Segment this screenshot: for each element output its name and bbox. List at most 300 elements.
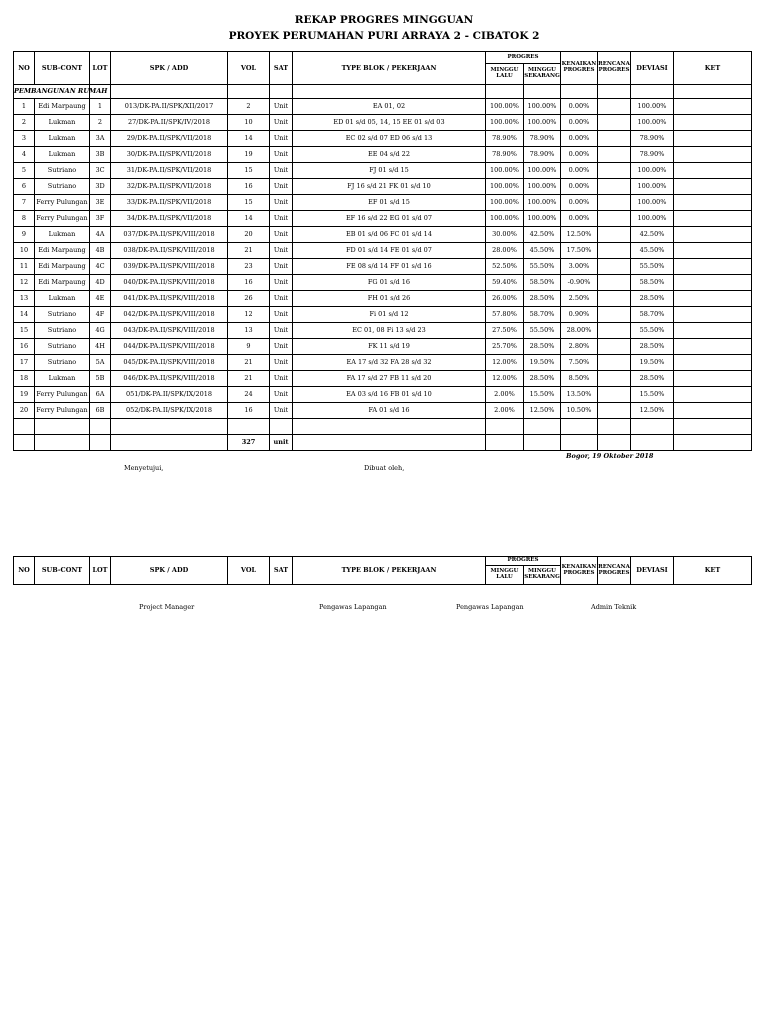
cell-rencana [598,323,631,339]
cell-rencana [598,131,631,147]
cell-minggu-lalu: 25.70% [486,339,524,355]
cell-subcont: Edi Marpaung [35,259,90,275]
cell-minggu-sekarang: 12.50% [524,403,561,419]
cell-type: EF 16 s/d 22 EG 01 s/d 07 [293,211,486,227]
cell-lot: 6A [90,387,111,403]
cell-kenaikan: 13.50% [561,387,598,403]
cell-spk: 34/DK-PA.II/SPK/VII/2018 [111,211,228,227]
table-row [14,99,752,115]
cell-vol: 21 [228,371,270,387]
cell-rencana [598,163,631,179]
cell-spk: 32/DK-PA.II/SPK/VII/2018 [111,179,228,195]
cell-ket [674,307,752,323]
cell-vol: 26 [228,291,270,307]
signatory-pengawas-lapangan-1: Pengawas Lapangan [319,603,387,611]
cell-spk: 31/DK-PA.II/SPK/VII/2018 [111,163,228,179]
header-deviasi: DEVIASI [631,557,674,585]
cell-spk: 038/DK-PA.II/SPK/VIII/2018 [111,243,228,259]
cell-minggu-sekarang: 45.50% [524,243,561,259]
cell-no: 9 [14,227,35,243]
cell-no: 16 [14,339,35,355]
header-spk: SPK / ADD [111,557,228,585]
cell-lot: 4G [90,323,111,339]
header-progres: PROGRES [486,557,561,566]
cell-rencana [598,371,631,387]
cell-type: FD 01 s/d 14 FE 01 s/d 07 [293,243,486,259]
cell-kenaikan: 28.00% [561,323,598,339]
cell-minggu-sekarang: 78.90% [524,147,561,163]
cell-type: FH 01 s/d 26 [293,291,486,307]
cell-vol: 13 [228,323,270,339]
cell-minggu-lalu: 100.00% [486,99,524,115]
cell-no: 20 [14,403,35,419]
cell-sat: Unit [270,291,293,307]
section-label: PEMBANGUNAN RUMAH [14,85,90,99]
date-line: Bogor, 19 Oktober 2018 [566,452,654,460]
cell-subcont: Sutriano [35,163,90,179]
table-row [14,259,752,275]
cell-lot: 1 [90,99,111,115]
cell-kenaikan: 2.50% [561,291,598,307]
cell-deviasi: 55.50% [631,323,674,339]
cell-spk: 041/DK-PA.II/SPK/VIII/2018 [111,291,228,307]
cell-spk: 013/DK-PA.II/SPK/XII/2017 [111,99,228,115]
cell-no: 18 [14,371,35,387]
cell-kenaikan: 7.50% [561,355,598,371]
cell-kenaikan: 10.50% [561,403,598,419]
cell-sat: Unit [270,387,293,403]
cell-ket [674,355,752,371]
cell-vol: 14 [228,211,270,227]
cell-deviasi: 100.00% [631,195,674,211]
cell-spk: 039/DK-PA.II/SPK/VIII/2018 [111,259,228,275]
table-row [14,307,752,323]
cell-minggu-sekarang: 100.00% [524,115,561,131]
cell-rencana [598,179,631,195]
cell-deviasi: 100.00% [631,211,674,227]
cell-subcont: Ferry Pulungan [35,387,90,403]
header-sat: SAT [270,557,293,585]
cell-vol: 12 [228,307,270,323]
cell-subcont: Sutriano [35,179,90,195]
header-type: TYPE BLOK / PEKERJAAN [293,52,486,85]
cell-vol: 15 [228,195,270,211]
cell-sat: Unit [270,115,293,131]
total-vol: 327 [228,435,270,451]
cell-deviasi: 55.50% [631,259,674,275]
cell-sat: Unit [270,227,293,243]
cell-kenaikan: 0.00% [561,179,598,195]
cell-sat: Unit [270,163,293,179]
cell-no: 15 [14,323,35,339]
cell-lot: 6B [90,403,111,419]
cell-sat: Unit [270,179,293,195]
cell-sat: Unit [270,195,293,211]
cell-kenaikan: 3.00% [561,259,598,275]
cell-lot: 4H [90,339,111,355]
cell-kenaikan: 0.00% [561,211,598,227]
cell-sat: Unit [270,323,293,339]
cell-ket [674,131,752,147]
cell-rencana [598,147,631,163]
cell-deviasi: 58.50% [631,275,674,291]
cell-subcont: Sutriano [35,355,90,371]
cell-spk: 042/DK-PA.II/SPK/VIII/2018 [111,307,228,323]
cell-no: 19 [14,387,35,403]
cell-sat: Unit [270,99,293,115]
cell-vol: 15 [228,163,270,179]
cell-rencana [598,339,631,355]
cell-no: 1 [14,99,35,115]
cell-type: EC 02 s/d 07 ED 06 s/d 13 [293,131,486,147]
cell-deviasi: 100.00% [631,163,674,179]
table-row [14,323,752,339]
cell-deviasi: 28.50% [631,339,674,355]
cell-ket [674,163,752,179]
cell-type: FA 01 s/d 16 [293,403,486,419]
cell-lot: 3B [90,147,111,163]
cell-rencana [598,243,631,259]
cell-sat: Unit [270,275,293,291]
cell-minggu-sekarang: 58.70% [524,307,561,323]
cell-deviasi: 15.50% [631,387,674,403]
cell-lot: 4A [90,227,111,243]
cell-minggu-lalu: 100.00% [486,163,524,179]
cell-no: 3 [14,131,35,147]
cell-type: EA 01, 02 [293,99,486,115]
cell-minggu-sekarang: 100.00% [524,195,561,211]
cell-ket [674,259,752,275]
cell-deviasi: 100.00% [631,115,674,131]
cell-minggu-sekarang: 28.50% [524,291,561,307]
cell-no: 17 [14,355,35,371]
cell-sat: Unit [270,211,293,227]
cell-minggu-sekarang: 28.50% [524,371,561,387]
cell-spk: 046/DK-PA.II/SPK/VIII/2018 [111,371,228,387]
cell-minggu-lalu: 100.00% [486,179,524,195]
cell-ket [674,387,752,403]
cell-rencana [598,291,631,307]
cell-minggu-lalu: 100.00% [486,211,524,227]
cell-vol: 16 [228,275,270,291]
cell-lot: 3F [90,211,111,227]
cell-spk: 037/DK-PA.II/SPK/VIII/2018 [111,227,228,243]
cell-minggu-lalu: 12.00% [486,371,524,387]
cell-vol: 21 [228,355,270,371]
header-rencana: RENCANA PROGRES [598,557,631,585]
cell-deviasi: 58.70% [631,307,674,323]
cell-kenaikan: 0.00% [561,99,598,115]
cell-minggu-lalu: 26.00% [486,291,524,307]
cell-sat: Unit [270,243,293,259]
cell-lot: 3A [90,131,111,147]
cell-kenaikan: 0.00% [561,131,598,147]
cell-rencana [598,355,631,371]
header-lot: LOT [90,52,111,85]
cell-ket [674,227,752,243]
cell-kenaikan: 2.80% [561,339,598,355]
header-rencana: RENCANA PROGRES [598,52,631,85]
header-deviasi: DEVIASI [631,52,674,85]
total-sat: unit [270,435,293,451]
cell-minggu-lalu: 2.00% [486,403,524,419]
cell-lot: 2 [90,115,111,131]
cell-sat: Unit [270,371,293,387]
cell-spk: 045/DK-PA.II/SPK/VIII/2018 [111,355,228,371]
table-row [14,115,752,131]
cell-type: EA 17 s/d 32 FA 28 s/d 32 [293,355,486,371]
cell-vol: 23 [228,259,270,275]
cell-type: FE 08 s/d 14 FF 01 s/d 16 [293,259,486,275]
signatory-admin-teknik: Admin Teknik [591,603,637,611]
cell-kenaikan: 0.90% [561,307,598,323]
cell-deviasi: 100.00% [631,179,674,195]
table-row [14,403,752,419]
cell-spk: 27/DK-PA.II/SPK/IV/2018 [111,115,228,131]
cell-subcont: Ferry Pulungan [35,195,90,211]
cell-minggu-sekarang: 28.50% [524,339,561,355]
cell-vol: 19 [228,147,270,163]
report-title: REKAP PROGRES MINGGUAN [294,14,474,26]
cell-deviasi: 78.90% [631,131,674,147]
cell-vol: 2 [228,99,270,115]
cell-ket [674,147,752,163]
cell-subcont: Lukman [35,227,90,243]
cell-no: 6 [14,179,35,195]
cell-minggu-lalu: 30.00% [486,227,524,243]
cell-rencana [598,227,631,243]
cell-minggu-lalu: 28.00% [486,243,524,259]
cell-minggu-lalu: 2.00% [486,387,524,403]
cell-no: 12 [14,275,35,291]
table-row [14,355,752,371]
cell-deviasi: 45.50% [631,243,674,259]
cell-sat: Unit [270,355,293,371]
header-minggu-sekarang: MINGGU SEKARANG [524,566,561,585]
table-row [14,211,752,227]
cell-no: 11 [14,259,35,275]
header-vol: VOL [228,52,270,85]
cell-minggu-lalu: 57.80% [486,307,524,323]
cell-minggu-lalu: 59.40% [486,275,524,291]
cell-deviasi: 42.50% [631,227,674,243]
cell-minggu-lalu: 52.50% [486,259,524,275]
header-no: NO [14,52,35,85]
cell-minggu-sekarang: 15.50% [524,387,561,403]
cell-ket [674,371,752,387]
cell-no: 13 [14,291,35,307]
signatory-project-manager: Project Manager [139,603,195,611]
cell-type: FJ 01 s/d 15 [293,163,486,179]
cell-subcont: Lukman [35,115,90,131]
header-minggu-lalu: MINGGU LALU [486,566,524,585]
cell-subcont: Edi Marpaung [35,243,90,259]
cell-minggu-lalu: 78.90% [486,131,524,147]
header-ket: KET [674,52,752,85]
cell-no: 7 [14,195,35,211]
cell-no: 5 [14,163,35,179]
header-spk: SPK / ADD [111,52,228,85]
cell-minggu-sekarang: 100.00% [524,211,561,227]
dibuat-oleh-label: Dibuat oleh, [364,464,405,472]
cell-type: ED 01 s/d 05, 14, 15 EE 01 s/d 03 [293,115,486,131]
signatory-pengawas-lapangan-2: Pengawas Lapangan [456,603,524,611]
cell-ket [674,291,752,307]
cell-deviasi: 100.00% [631,99,674,115]
cell-rencana [598,99,631,115]
cell-ket [674,179,752,195]
cell-ket [674,339,752,355]
cell-ket [674,275,752,291]
cell-minggu-lalu: 27.50% [486,323,524,339]
cell-subcont: Ferry Pulungan [35,211,90,227]
table-row [14,131,752,147]
header-no: NO [14,557,35,585]
cell-minggu-sekarang: 100.00% [524,179,561,195]
cell-rencana [598,259,631,275]
cell-lot: 4E [90,291,111,307]
cell-subcont: Lukman [35,147,90,163]
cell-type: FJ 16 s/d 21 FK 01 s/d 10 [293,179,486,195]
cell-minggu-sekarang: 55.50% [524,323,561,339]
cell-subcont: Lukman [35,291,90,307]
cell-type: EA 03 s/d 16 FB 01 s/d 10 [293,387,486,403]
cell-deviasi: 19.50% [631,355,674,371]
cell-vol: 14 [228,131,270,147]
table-row [14,227,752,243]
table-row [14,147,752,163]
header-subcont: SUB-CONT [35,557,90,585]
cell-vol: 16 [228,403,270,419]
cell-ket [674,243,752,259]
cell-type: FA 17 s/d 27 FB 11 s/d 20 [293,371,486,387]
cell-subcont: Sutriano [35,323,90,339]
cell-type: Fi 01 s/d 12 [293,307,486,323]
cell-type: FG 01 s/d 16 [293,275,486,291]
cell-deviasi: 78.90% [631,147,674,163]
cell-subcont: Edi Marpaung [35,99,90,115]
cell-minggu-sekarang: 100.00% [524,99,561,115]
cell-no: 2 [14,115,35,131]
cell-deviasi: 28.50% [631,291,674,307]
cell-lot: 3E [90,195,111,211]
header-lot: LOT [90,557,111,585]
cell-sat: Unit [270,339,293,355]
cell-minggu-lalu: 100.00% [486,195,524,211]
cell-lot: 4F [90,307,111,323]
cell-spk: 30/DK-PA.II/SPK/VII/2018 [111,147,228,163]
table-row [14,275,752,291]
header-type: TYPE BLOK / PEKERJAAN [293,557,486,585]
cell-rencana [598,307,631,323]
cell-type: EF 01 s/d 15 [293,195,486,211]
cell-rencana [598,403,631,419]
cell-lot: 5B [90,371,111,387]
cell-vol: 24 [228,387,270,403]
header-subcont: SUB-CONT [35,52,90,85]
table-row [14,339,752,355]
table-row [14,179,752,195]
header-minggu-lalu: MINGGU LALU [486,64,524,85]
table-row [14,243,752,259]
cell-rencana [598,115,631,131]
cell-vol: 16 [228,179,270,195]
cell-minggu-sekarang: 100.00% [524,163,561,179]
cell-spk: 040/DK-PA.II/SPK/VIII/2018 [111,275,228,291]
cell-subcont: Sutriano [35,307,90,323]
cell-spk: 052/DK-PA.II/SPK/IX/2018 [111,403,228,419]
cell-no: 8 [14,211,35,227]
cell-ket [674,195,752,211]
cell-kenaikan: 8.50% [561,371,598,387]
signature-header-table [13,556,752,585]
cell-vol: 10 [228,115,270,131]
header-ket: KET [674,557,752,585]
cell-minggu-sekarang: 19.50% [524,355,561,371]
cell-rencana [598,211,631,227]
cell-lot: 5A [90,355,111,371]
cell-vol: 20 [228,227,270,243]
cell-lot: 4D [90,275,111,291]
cell-type: EB 01 s/d 06 FC 01 s/d 14 [293,227,486,243]
table-row [14,163,752,179]
cell-minggu-sekarang: 55.50% [524,259,561,275]
cell-subcont: Lukman [35,371,90,387]
cell-minggu-lalu: 12.00% [486,355,524,371]
cell-rencana [598,275,631,291]
cell-spk: 044/DK-PA.II/SPK/VIII/2018 [111,339,228,355]
header-progres: PROGRES [486,52,561,64]
cell-deviasi: 12.50% [631,403,674,419]
cell-type: EE 04 s/d 22 [293,147,486,163]
cell-deviasi: 28.50% [631,371,674,387]
cell-spk: 043/DK-PA.II/SPK/VIII/2018 [111,323,228,339]
header-minggu-sekarang: MINGGU SEKARANG [524,64,561,85]
cell-ket [674,115,752,131]
cell-type: FK 11 s/d 19 [293,339,486,355]
cell-minggu-sekarang: 78.90% [524,131,561,147]
cell-spk: 29/DK-PA.II/SPK/VII/2018 [111,131,228,147]
cell-kenaikan: 0.00% [561,115,598,131]
table-row [14,387,752,403]
cell-minggu-lalu: 78.90% [486,147,524,163]
cell-subcont: Sutriano [35,339,90,355]
header-kenaikan: KENAIKAN PROGRES [561,52,598,85]
cell-ket [674,323,752,339]
cell-lot: 4B [90,243,111,259]
cell-sat: Unit [270,307,293,323]
cell-vol: 21 [228,243,270,259]
cell-ket [674,403,752,419]
cell-minggu-sekarang: 58.50% [524,275,561,291]
cell-lot: 4C [90,259,111,275]
cell-kenaikan: 0.00% [561,163,598,179]
cell-sat: Unit [270,403,293,419]
cell-kenaikan: -0.90% [561,275,598,291]
cell-kenaikan: 17.50% [561,243,598,259]
cell-subcont: Lukman [35,131,90,147]
cell-minggu-lalu: 100.00% [486,115,524,131]
cell-no: 14 [14,307,35,323]
cell-subcont: Ferry Pulungan [35,403,90,419]
cell-kenaikan: 0.00% [561,195,598,211]
header-kenaikan: KENAIKAN PROGRES [561,557,598,585]
cell-no: 4 [14,147,35,163]
cell-sat: Unit [270,147,293,163]
header-vol: VOL [228,557,270,585]
cell-sat: Unit [270,259,293,275]
progress-table [13,51,752,451]
